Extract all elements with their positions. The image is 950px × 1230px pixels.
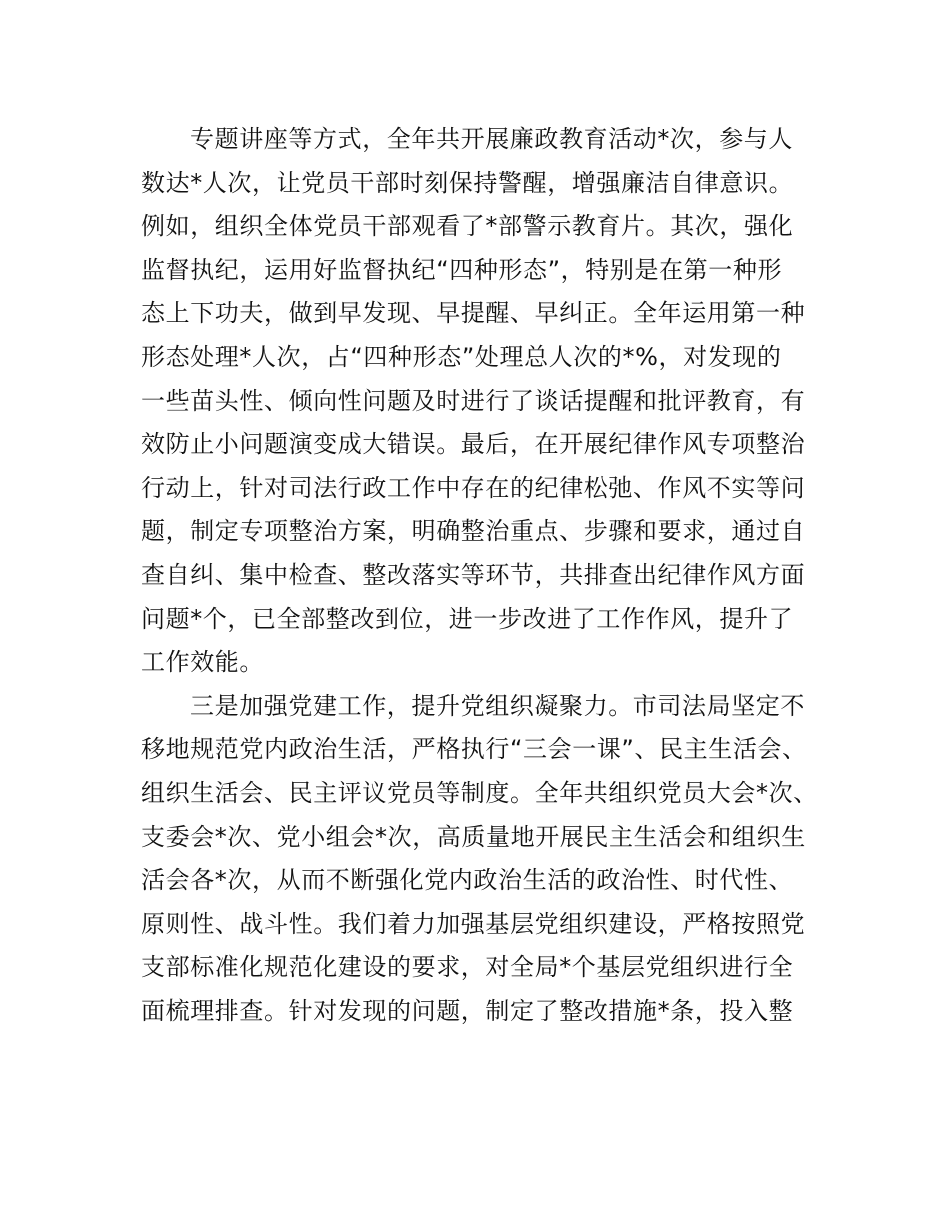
text-line: 面梳理排查。针对发现的问题，制定了整改措施*条，投入整 [141,996,794,1025]
text-line: 一些苗头性、倾向性问题及时进行了谈话提醒和批评教育，有 [141,386,806,415]
text-line: 查自纠、集中检查、整改落实等环节，共排查出纪律作风方面 [141,560,806,589]
text-line: 组织生活会、民主评议党员等制度。全年共组织党员大会*次、 [141,778,818,807]
text-line: 形态处理*人次，占“四种形态”处理总人次的*%，对发现的 [141,342,782,371]
text-line: 例如，组织全体党员干部观看了*部警示教育片。其次，强化 [141,212,794,241]
paragraph-1 [141,118,821,685]
text-line: 支部标准化规范化建设的要求，对全局*个基层党组织进行全 [141,953,794,982]
text-line: 工作效能。 [141,648,264,677]
paragraph-2 [141,685,821,1034]
text-line: 行动上，针对司法行政工作中存在的纪律松弛、作风不实等问 [141,473,806,502]
text-line: 题，制定专项整治方案，明确整治重点、步骤和要求，通过自 [141,517,806,546]
text-line: 三是加强党建工作，提升党组织凝聚力。市司法局坚定不 [190,691,805,720]
text-line: 专题讲座等方式，全年共开展廉政教育活动*次，参与人 [190,125,793,153]
text-line: 支委会*次、党小组会*次，高质量地开展民主生活会和组织生 [141,822,806,851]
text-line: 数达*人次，让党员干部时刻保持警醒，增强廉洁自律意识。 [141,168,794,197]
text-line: 问题*个，已全部整改到位，进一步改进了工作作风，提升了 [141,604,794,633]
text-line: 监督执纪，运用好监督执纪“四种形态”，特别是在第一种形 [141,255,783,284]
text-line: 原则性、战斗性。我们着力加强基层党组织建设，严格按照党 [141,909,806,938]
text-line: 态上下功夫，做到早发现、早提醒、早纠正。全年运用第一种 [141,299,806,328]
text-line: 效防止小问题演变成大错误。最后，在开展纪律作风专项整治 [141,430,806,459]
document-body [141,118,821,1033]
text-line: 活会各*次，从而不断强化党内政治生活的政治性、时代性、 [141,866,794,895]
text-line: 移地规范党内政治生活，严格执行“三会一课”、民主生活会、 [141,735,807,764]
